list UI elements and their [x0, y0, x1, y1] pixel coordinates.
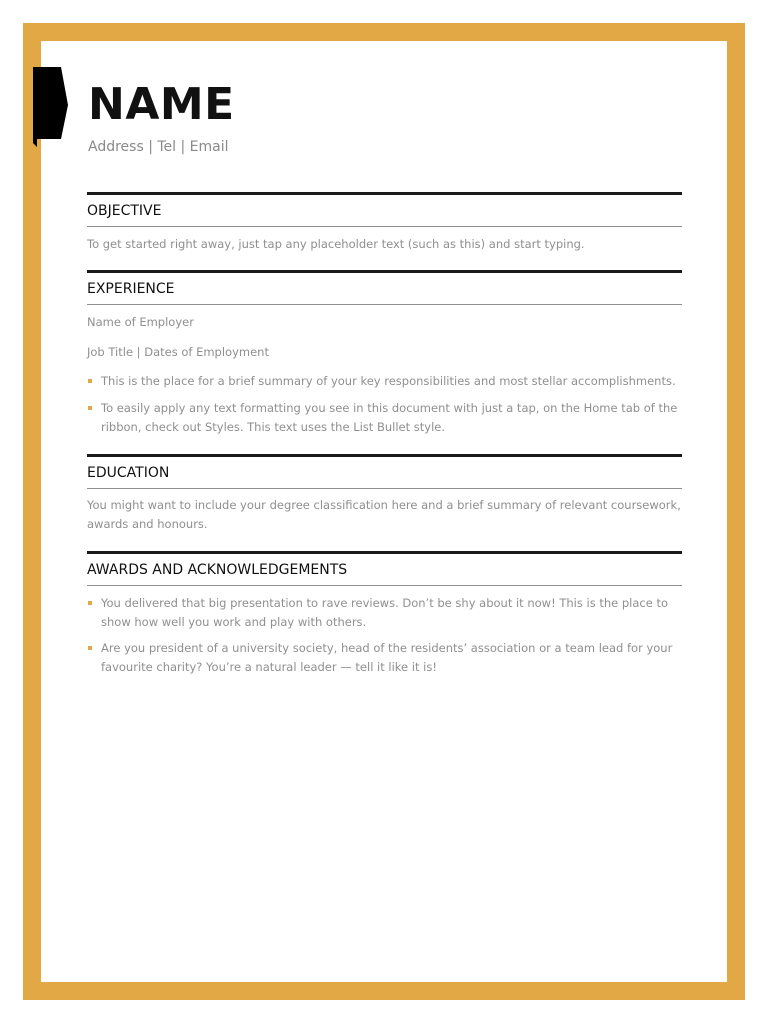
awards-bullet-text[interactable]: You delivered that big presentation to rave reviews. Don’t be shy about it now! This is the place to show how well you work and play with others.: [101, 596, 669, 629]
name-tab-marker: [33, 67, 69, 147]
awards-bullet-text[interactable]: Are you president of a university society, head of the residents’ association or a team lead for your favourite charity? You’re a natural leader — tell it like it is!: [101, 641, 673, 674]
education-section: [87, 454, 682, 531]
resume-name[interactable]: NAME: [88, 79, 235, 130]
bullet-marker: [88, 379, 92, 383]
list-item: [87, 372, 682, 391]
education-text[interactable]: You might want to include your degree classification here and a brief summary of relevant coursework, awards and honours.: [87, 498, 681, 531]
bullet-marker: [88, 601, 92, 605]
list-item: [87, 639, 682, 677]
list-item: [87, 399, 682, 437]
list-item: [87, 594, 682, 632]
awards-section: [87, 551, 682, 674]
bullet-marker: [88, 406, 92, 410]
bullet-marker: [88, 646, 92, 650]
objective-heading[interactable]: OBJECTIVE: [87, 195, 682, 227]
job-title-dates[interactable]: Job Title | Dates of Employment: [87, 345, 269, 359]
experience-heading[interactable]: EXPERIENCE: [87, 273, 682, 305]
experience-bullet-text[interactable]: This is the place for a brief summary of your key responsibilities and most stellar accomplishments.: [101, 374, 676, 388]
experience-bullet-text[interactable]: To easily apply any text formatting you see in this document with just a tap, on the Home tab of the ribbon, check out Styles. This text uses the List Bullet style.: [101, 401, 678, 434]
awards-heading[interactable]: AWARDS AND ACKNOWLEDGEMENTS: [87, 554, 682, 586]
contact-info[interactable]: Address | Tel | Email: [88, 139, 229, 155]
experience-section: [87, 270, 682, 434]
education-heading[interactable]: EDUCATION: [87, 457, 682, 489]
objective-text[interactable]: To get started right away, just tap any placeholder text (such as this) and start typing.: [87, 237, 585, 251]
employer-name[interactable]: Name of Employer: [87, 315, 194, 329]
objective-section: [87, 192, 682, 251]
